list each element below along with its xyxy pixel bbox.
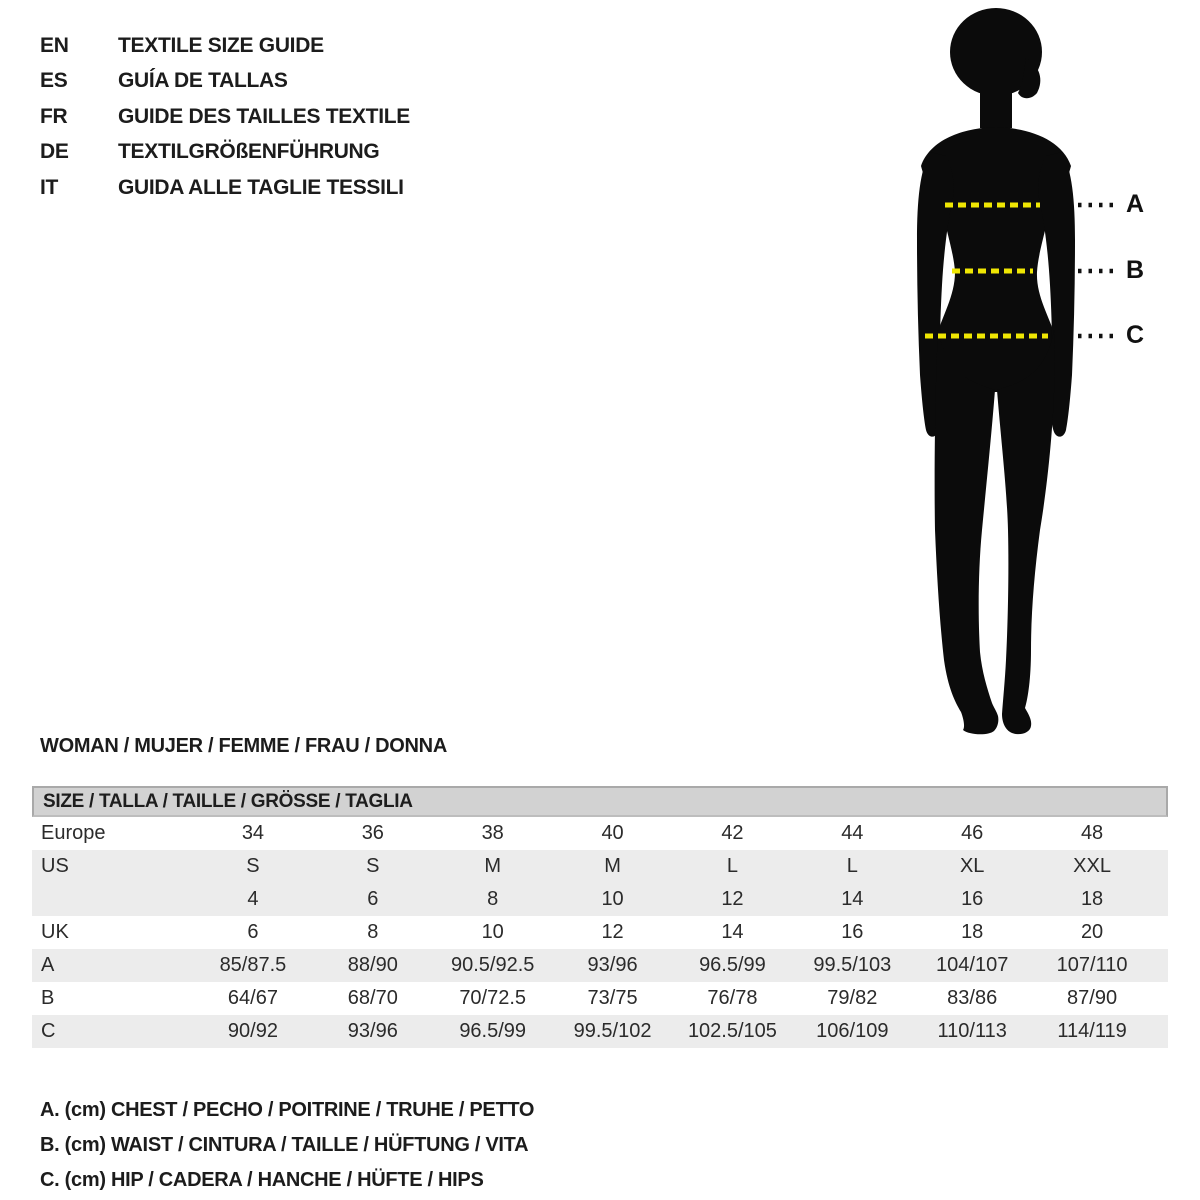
size-cell: 83/86	[947, 987, 998, 1009]
table-row-chest	[32, 949, 1168, 982]
left-leg-shape	[935, 330, 999, 734]
size-cell: 16	[841, 921, 864, 943]
size-cell: 4	[247, 888, 259, 910]
language-row-fr	[40, 99, 410, 135]
measurement-legend	[40, 1093, 534, 1198]
size-cell: 76/78	[707, 987, 758, 1009]
size-cell: 18	[961, 921, 984, 943]
row-label: US	[41, 855, 69, 877]
size-cell: 68/70	[347, 987, 398, 1009]
chest-label: A	[1126, 190, 1145, 218]
size-cell: 87/90	[1067, 987, 1118, 1009]
language-code: DE	[40, 140, 69, 164]
size-cell: 6	[367, 888, 379, 910]
size-cell: 70/72.5	[459, 987, 527, 1009]
size-cell: 12	[601, 921, 624, 943]
language-code: FR	[40, 104, 68, 128]
woman-silhouette-figure	[850, 0, 1170, 740]
language-title: GUÍA DE TALLAS	[118, 69, 288, 93]
language-row-en	[40, 28, 410, 64]
size-cell: 20	[1080, 921, 1104, 943]
gender-group-title: WOMAN / MUJER / FEMME / FRAU / DONNA	[40, 735, 447, 757]
language-title-list	[40, 28, 410, 206]
language-code: ES	[40, 69, 68, 93]
language-title: GUIDE DES TAILLES TEXTILE	[118, 104, 410, 128]
size-cell: 90/92	[227, 1020, 278, 1042]
size-cell: 42	[721, 822, 744, 844]
size-cell: S	[246, 855, 260, 877]
size-cell: 96.5/99	[459, 1020, 527, 1042]
language-title: GUIDA ALLE TAGLIE TESSILI	[118, 175, 404, 199]
size-cell: 18	[1080, 888, 1104, 910]
size-cell: 38	[481, 822, 504, 844]
row-label: A	[41, 954, 55, 976]
legend-waist: B. (cm) WAIST / CINTURA / TAILLE / HÜFTUNG / VITA	[40, 1134, 529, 1156]
size-cell: 34	[241, 822, 265, 844]
size-cell: XXL	[1073, 855, 1111, 877]
size-table-header: SIZE / TALLA / TAILLE / GRÖSSE / TAGLIA	[32, 786, 1168, 817]
size-cell: 48	[1080, 822, 1104, 844]
size-cell: 99.5/102	[573, 1020, 652, 1042]
right-leg-shape	[997, 330, 1055, 734]
size-cell: M	[484, 855, 502, 877]
size-cell: 102.5/105	[687, 1020, 777, 1042]
table-row-europe	[32, 817, 1168, 850]
table-row-uk	[32, 916, 1168, 949]
size-cell: 73/75	[587, 987, 638, 1009]
language-title: TEXTILE SIZE GUIDE	[118, 33, 324, 57]
size-cell: 14	[721, 921, 744, 943]
size-cell: 12	[721, 888, 744, 910]
language-title: TEXTILGRÖßENFÜHRUNG	[118, 140, 380, 164]
neck-shape	[980, 78, 1012, 128]
language-row-es	[40, 64, 410, 100]
size-cell: 104/107	[936, 954, 1009, 976]
row-label: B	[41, 987, 55, 1009]
table-row-us-numeric	[32, 883, 1168, 916]
size-cell: L	[846, 855, 858, 877]
size-cell: 8	[367, 921, 379, 943]
language-row-it	[40, 170, 410, 206]
size-cell: 96.5/99	[699, 954, 766, 976]
row-label: UK	[41, 921, 69, 943]
size-cell: XL	[959, 855, 985, 877]
size-cell: 64/67	[227, 987, 278, 1009]
size-cell: 90.5/92.5	[450, 954, 535, 976]
size-cell: 88/90	[347, 954, 398, 976]
size-cell: 14	[841, 888, 864, 910]
row-label: Europe	[41, 822, 106, 844]
size-cell: 93/96	[347, 1020, 398, 1042]
table-row-hip	[32, 1015, 1168, 1048]
size-cell: 8	[487, 888, 499, 910]
size-cell: 93/96	[587, 954, 638, 976]
size-cell: 110/113	[937, 1020, 1007, 1042]
size-cell: 44	[841, 822, 864, 844]
size-cell: 114/119	[1057, 1020, 1127, 1042]
waist-label: B	[1126, 256, 1145, 284]
size-cell: 46	[961, 822, 984, 844]
size-cell: 36	[361, 822, 384, 844]
language-row-de	[40, 135, 410, 171]
language-code: IT	[40, 175, 59, 199]
legend-chest: A. (cm) CHEST / PECHO / POITRINE / TRUHE / PETTO	[40, 1099, 535, 1121]
size-cell: 10	[601, 888, 624, 910]
size-cell: 79/82	[827, 987, 878, 1009]
legend-hip: C. (cm) HIP / CADERA / HANCHE / HÜFTE / HIPS	[40, 1169, 484, 1191]
size-cell: 40	[601, 822, 624, 844]
size-cell: M	[604, 855, 621, 877]
size-cell: 99.5/103	[813, 954, 892, 976]
size-cell: 16	[961, 888, 984, 910]
language-code: EN	[40, 33, 69, 57]
size-cell: S	[366, 855, 380, 877]
table-row-waist	[32, 982, 1168, 1015]
table-row-us-letter	[32, 850, 1168, 883]
size-table	[32, 786, 1168, 1048]
size-cell: 10	[481, 921, 504, 943]
size-cell: 107/110	[1056, 954, 1128, 976]
size-cell: 106/109	[816, 1020, 889, 1042]
hip-label: C	[1126, 321, 1145, 349]
row-label: C	[41, 1020, 56, 1042]
size-cell: 85/87.5	[219, 954, 287, 976]
size-cell: 6	[247, 921, 259, 943]
size-cell: L	[726, 855, 738, 877]
